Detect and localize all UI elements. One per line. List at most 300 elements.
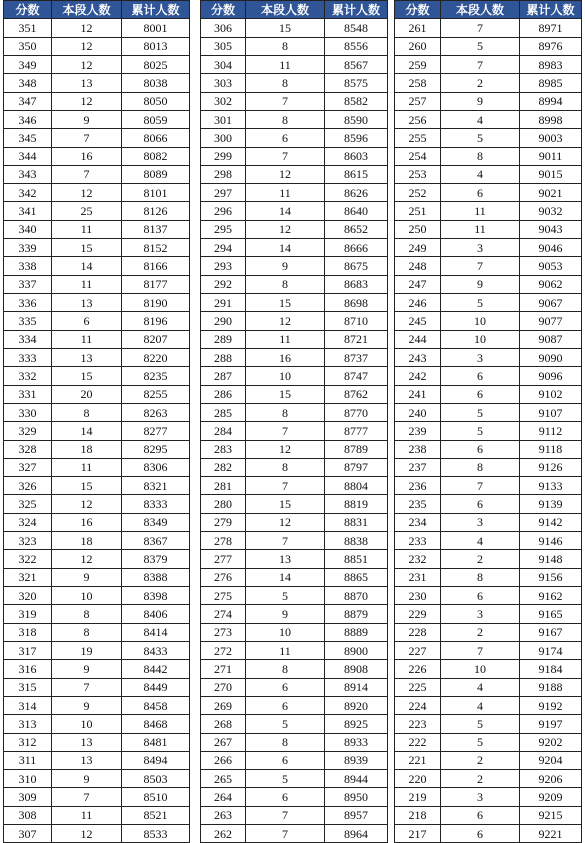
cumulative-count-cell: 8050 bbox=[122, 92, 190, 110]
table-row bbox=[395, 348, 582, 366]
cumulative-count-cell: 9188 bbox=[520, 678, 582, 696]
table-row bbox=[4, 641, 190, 659]
score-cell: 300 bbox=[201, 129, 246, 147]
table-row bbox=[395, 312, 582, 330]
segment-count-cell: 12 bbox=[52, 55, 122, 73]
cumulative-count-cell: 9202 bbox=[520, 733, 582, 751]
score-cell: 337 bbox=[4, 275, 52, 293]
segment-count-cell: 19 bbox=[52, 641, 122, 659]
header-score: 分数 bbox=[4, 1, 52, 19]
cumulative-count-cell: 9046 bbox=[520, 239, 582, 257]
segment-count-cell: 13 bbox=[52, 74, 122, 92]
table-row bbox=[395, 513, 582, 531]
cumulative-count-cell: 8089 bbox=[122, 165, 190, 183]
header-segment-count: 本段人数 bbox=[52, 1, 122, 19]
score-cell: 225 bbox=[395, 678, 441, 696]
score-cell: 235 bbox=[395, 495, 441, 513]
score-cell: 231 bbox=[395, 568, 441, 586]
segment-count-cell: 7 bbox=[52, 678, 122, 696]
score-cell: 351 bbox=[4, 19, 52, 37]
segment-count-cell: 8 bbox=[52, 403, 122, 421]
cumulative-count-cell: 8983 bbox=[520, 55, 582, 73]
score-cell: 287 bbox=[201, 367, 246, 385]
score-cell: 274 bbox=[201, 605, 246, 623]
segment-count-cell: 5 bbox=[441, 715, 520, 733]
segment-count-cell: 15 bbox=[52, 239, 122, 257]
cumulative-count-cell: 8710 bbox=[325, 312, 388, 330]
cumulative-count-cell: 8933 bbox=[325, 733, 388, 751]
table-row bbox=[4, 348, 190, 366]
score-cell: 314 bbox=[4, 696, 52, 714]
cumulative-count-cell: 9209 bbox=[520, 788, 582, 806]
cumulative-count-cell: 8263 bbox=[122, 403, 190, 421]
score-cell: 245 bbox=[395, 312, 441, 330]
segment-count-cell: 16 bbox=[52, 513, 122, 531]
segment-count-cell: 16 bbox=[246, 348, 325, 366]
cumulative-count-cell: 9021 bbox=[520, 184, 582, 202]
table-row bbox=[395, 165, 582, 183]
segment-count-cell: 9 bbox=[52, 660, 122, 678]
score-cell: 279 bbox=[201, 513, 246, 531]
cumulative-count-cell: 8220 bbox=[122, 348, 190, 366]
table-row bbox=[4, 678, 190, 696]
header-row bbox=[4, 1, 190, 19]
segment-count-cell: 10 bbox=[441, 312, 520, 330]
segment-count-cell: 6 bbox=[52, 312, 122, 330]
cumulative-count-cell: 8567 bbox=[325, 55, 388, 73]
segment-count-cell: 8 bbox=[246, 110, 325, 128]
segment-count-cell: 9 bbox=[441, 92, 520, 110]
cumulative-count-cell: 8152 bbox=[122, 239, 190, 257]
cumulative-count-cell: 8321 bbox=[122, 477, 190, 495]
segment-count-cell: 9 bbox=[52, 568, 122, 586]
segment-count-cell: 15 bbox=[246, 19, 325, 37]
score-cell: 294 bbox=[201, 239, 246, 257]
segment-count-cell: 4 bbox=[441, 532, 520, 550]
cumulative-count-cell: 8333 bbox=[122, 495, 190, 513]
score-cell: 284 bbox=[201, 422, 246, 440]
segment-count-cell: 25 bbox=[52, 202, 122, 220]
score-cell: 326 bbox=[4, 477, 52, 495]
cumulative-count-cell: 9096 bbox=[520, 367, 582, 385]
table-row bbox=[201, 348, 388, 366]
cumulative-count-cell: 8277 bbox=[122, 422, 190, 440]
score-cell: 299 bbox=[201, 147, 246, 165]
cumulative-count-cell: 9197 bbox=[520, 715, 582, 733]
table-row bbox=[201, 751, 388, 769]
cumulative-count-cell: 8503 bbox=[122, 770, 190, 788]
score-cell: 295 bbox=[201, 220, 246, 238]
cumulative-count-cell: 8101 bbox=[122, 184, 190, 202]
score-cell: 346 bbox=[4, 110, 52, 128]
cumulative-count-cell: 9087 bbox=[520, 330, 582, 348]
cumulative-count-cell: 8985 bbox=[520, 74, 582, 92]
cumulative-count-cell: 8367 bbox=[122, 532, 190, 550]
score-cell: 265 bbox=[201, 770, 246, 788]
score-cell: 348 bbox=[4, 74, 52, 92]
cumulative-count-cell: 8789 bbox=[325, 440, 388, 458]
table-row bbox=[395, 422, 582, 440]
score-cell: 342 bbox=[4, 184, 52, 202]
table-row bbox=[395, 806, 582, 824]
segment-count-cell: 5 bbox=[441, 294, 520, 312]
table-row bbox=[4, 532, 190, 550]
cumulative-count-cell: 8590 bbox=[325, 110, 388, 128]
cumulative-count-cell: 8908 bbox=[325, 660, 388, 678]
header-cumulative-count: 累计人数 bbox=[325, 1, 388, 19]
score-cell: 328 bbox=[4, 440, 52, 458]
segment-count-cell: 6 bbox=[246, 751, 325, 769]
segment-count-cell: 14 bbox=[246, 202, 325, 220]
cumulative-count-cell: 8770 bbox=[325, 403, 388, 421]
score-cell: 224 bbox=[395, 696, 441, 714]
table-row bbox=[201, 385, 388, 403]
table-row bbox=[201, 294, 388, 312]
score-cell: 254 bbox=[395, 147, 441, 165]
segment-count-cell: 11 bbox=[52, 330, 122, 348]
segment-count-cell: 12 bbox=[52, 825, 122, 843]
cumulative-count-cell: 9162 bbox=[520, 587, 582, 605]
score-cell: 308 bbox=[4, 806, 52, 824]
segment-count-cell: 13 bbox=[52, 294, 122, 312]
table-row bbox=[201, 403, 388, 421]
segment-count-cell: 18 bbox=[52, 440, 122, 458]
table-row bbox=[395, 367, 582, 385]
cumulative-count-cell: 8177 bbox=[122, 275, 190, 293]
cumulative-count-cell: 8914 bbox=[325, 678, 388, 696]
cumulative-count-cell: 9204 bbox=[520, 751, 582, 769]
score-cell: 333 bbox=[4, 348, 52, 366]
score-cell: 307 bbox=[4, 825, 52, 843]
segment-count-cell: 13 bbox=[52, 733, 122, 751]
header-cumulative-count: 累计人数 bbox=[122, 1, 190, 19]
cumulative-count-cell: 8414 bbox=[122, 623, 190, 641]
segment-count-cell: 6 bbox=[441, 587, 520, 605]
score-cell: 269 bbox=[201, 696, 246, 714]
score-cell: 285 bbox=[201, 403, 246, 421]
table-row bbox=[201, 788, 388, 806]
score-cell: 236 bbox=[395, 477, 441, 495]
table-row bbox=[201, 129, 388, 147]
table-row bbox=[395, 605, 582, 623]
table-row bbox=[201, 275, 388, 293]
cumulative-count-cell: 8797 bbox=[325, 458, 388, 476]
table-row bbox=[201, 147, 388, 165]
table-row bbox=[395, 330, 582, 348]
cumulative-count-cell: 8458 bbox=[122, 696, 190, 714]
score-cell: 260 bbox=[395, 37, 441, 55]
score-cell: 291 bbox=[201, 294, 246, 312]
segment-count-cell: 8 bbox=[441, 568, 520, 586]
segment-count-cell: 4 bbox=[441, 110, 520, 128]
segment-count-cell: 11 bbox=[52, 806, 122, 824]
table-row bbox=[395, 129, 582, 147]
segment-count-cell: 3 bbox=[441, 788, 520, 806]
segment-count-cell: 11 bbox=[52, 275, 122, 293]
table-row bbox=[201, 37, 388, 55]
table-row bbox=[4, 825, 190, 843]
score-cell: 306 bbox=[201, 19, 246, 37]
score-cell: 218 bbox=[395, 806, 441, 824]
score-table-2 bbox=[200, 0, 388, 843]
table-row bbox=[4, 751, 190, 769]
cumulative-count-cell: 8971 bbox=[520, 19, 582, 37]
cumulative-count-cell: 8939 bbox=[325, 751, 388, 769]
cumulative-count-cell: 8879 bbox=[325, 605, 388, 623]
table-row bbox=[4, 110, 190, 128]
segment-count-cell: 12 bbox=[52, 37, 122, 55]
cumulative-count-cell: 9192 bbox=[520, 696, 582, 714]
cumulative-count-cell: 8920 bbox=[325, 696, 388, 714]
segment-count-cell: 7 bbox=[246, 422, 325, 440]
table-row bbox=[201, 74, 388, 92]
table-row bbox=[201, 550, 388, 568]
table-row bbox=[395, 257, 582, 275]
table-row bbox=[201, 19, 388, 37]
table-row bbox=[395, 568, 582, 586]
table-row bbox=[395, 532, 582, 550]
cumulative-count-cell: 8126 bbox=[122, 202, 190, 220]
table-row bbox=[201, 477, 388, 495]
score-cell: 296 bbox=[201, 202, 246, 220]
table-row bbox=[201, 587, 388, 605]
score-cell: 339 bbox=[4, 239, 52, 257]
table-body bbox=[395, 19, 582, 843]
score-cell: 223 bbox=[395, 715, 441, 733]
header-score: 分数 bbox=[395, 1, 441, 19]
table-row bbox=[4, 275, 190, 293]
table-row bbox=[201, 312, 388, 330]
score-cell: 349 bbox=[4, 55, 52, 73]
table-row bbox=[201, 202, 388, 220]
segment-count-cell: 6 bbox=[441, 385, 520, 403]
segment-count-cell: 7 bbox=[441, 641, 520, 659]
segment-count-cell: 5 bbox=[246, 587, 325, 605]
segment-count-cell: 11 bbox=[246, 641, 325, 659]
table-row bbox=[4, 147, 190, 165]
table-row bbox=[4, 74, 190, 92]
score-cell: 234 bbox=[395, 513, 441, 531]
segment-count-cell: 7 bbox=[52, 788, 122, 806]
cumulative-count-cell: 8950 bbox=[325, 788, 388, 806]
score-cell: 329 bbox=[4, 422, 52, 440]
cumulative-count-cell: 8626 bbox=[325, 184, 388, 202]
table-row bbox=[4, 202, 190, 220]
cumulative-count-cell: 9146 bbox=[520, 532, 582, 550]
score-cell: 268 bbox=[201, 715, 246, 733]
table-row bbox=[4, 403, 190, 421]
segment-count-cell: 5 bbox=[441, 733, 520, 751]
segment-count-cell: 11 bbox=[246, 184, 325, 202]
cumulative-count-cell: 8575 bbox=[325, 74, 388, 92]
segment-count-cell: 8 bbox=[52, 605, 122, 623]
score-cell: 270 bbox=[201, 678, 246, 696]
table-row bbox=[201, 55, 388, 73]
cumulative-count-cell: 8468 bbox=[122, 715, 190, 733]
score-cell: 344 bbox=[4, 147, 52, 165]
table-row bbox=[201, 513, 388, 531]
table-row bbox=[4, 788, 190, 806]
table-row bbox=[395, 74, 582, 92]
score-cell: 322 bbox=[4, 550, 52, 568]
score-cell: 255 bbox=[395, 129, 441, 147]
segment-count-cell: 12 bbox=[246, 440, 325, 458]
segment-count-cell: 5 bbox=[246, 715, 325, 733]
score-cell: 286 bbox=[201, 385, 246, 403]
score-cell: 283 bbox=[201, 440, 246, 458]
cumulative-count-cell: 9062 bbox=[520, 275, 582, 293]
table-row bbox=[201, 733, 388, 751]
segment-count-cell: 7 bbox=[246, 477, 325, 495]
score-cell: 253 bbox=[395, 165, 441, 183]
table-row bbox=[4, 513, 190, 531]
table-row bbox=[4, 477, 190, 495]
table-row bbox=[201, 92, 388, 110]
segment-count-cell: 5 bbox=[441, 422, 520, 440]
segment-count-cell: 12 bbox=[52, 495, 122, 513]
segment-count-cell: 18 bbox=[52, 532, 122, 550]
segment-count-cell: 7 bbox=[441, 257, 520, 275]
cumulative-count-cell: 8582 bbox=[325, 92, 388, 110]
segment-count-cell: 2 bbox=[441, 74, 520, 92]
score-cell: 313 bbox=[4, 715, 52, 733]
segment-count-cell: 10 bbox=[52, 715, 122, 733]
score-cell: 350 bbox=[4, 37, 52, 55]
score-cell: 290 bbox=[201, 312, 246, 330]
table-row bbox=[4, 733, 190, 751]
segment-count-cell: 9 bbox=[52, 770, 122, 788]
cumulative-count-cell: 8870 bbox=[325, 587, 388, 605]
segment-count-cell: 6 bbox=[246, 129, 325, 147]
cumulative-count-cell: 9133 bbox=[520, 477, 582, 495]
table-row bbox=[4, 422, 190, 440]
score-cell: 292 bbox=[201, 275, 246, 293]
segment-count-cell: 9 bbox=[441, 275, 520, 293]
segment-count-cell: 6 bbox=[441, 184, 520, 202]
cumulative-count-cell: 8698 bbox=[325, 294, 388, 312]
score-cell: 321 bbox=[4, 568, 52, 586]
cumulative-count-cell: 8494 bbox=[122, 751, 190, 769]
score-cell: 243 bbox=[395, 348, 441, 366]
table-row bbox=[395, 147, 582, 165]
cumulative-count-cell: 8865 bbox=[325, 568, 388, 586]
segment-count-cell: 12 bbox=[52, 550, 122, 568]
table-row bbox=[395, 55, 582, 73]
cumulative-count-cell: 8944 bbox=[325, 770, 388, 788]
segment-count-cell: 8 bbox=[441, 458, 520, 476]
cumulative-count-cell: 8652 bbox=[325, 220, 388, 238]
table-row bbox=[201, 568, 388, 586]
cumulative-count-cell: 8762 bbox=[325, 385, 388, 403]
cumulative-count-cell: 8166 bbox=[122, 257, 190, 275]
table-row bbox=[201, 257, 388, 275]
table-row bbox=[4, 367, 190, 385]
cumulative-count-cell: 8306 bbox=[122, 458, 190, 476]
cumulative-count-cell: 8481 bbox=[122, 733, 190, 751]
cumulative-count-cell: 8683 bbox=[325, 275, 388, 293]
cumulative-count-cell: 8406 bbox=[122, 605, 190, 623]
cumulative-count-cell: 9165 bbox=[520, 605, 582, 623]
cumulative-count-cell: 8737 bbox=[325, 348, 388, 366]
table-row bbox=[395, 220, 582, 238]
table-row bbox=[201, 532, 388, 550]
cumulative-count-cell: 9003 bbox=[520, 129, 582, 147]
segment-count-cell: 8 bbox=[52, 623, 122, 641]
table-row bbox=[201, 184, 388, 202]
cumulative-count-cell: 9118 bbox=[520, 440, 582, 458]
score-cell: 237 bbox=[395, 458, 441, 476]
segment-count-cell: 12 bbox=[246, 312, 325, 330]
segment-count-cell: 7 bbox=[52, 165, 122, 183]
segment-count-cell: 10 bbox=[246, 623, 325, 641]
table-row bbox=[4, 660, 190, 678]
table-row bbox=[395, 587, 582, 605]
segment-count-cell: 7 bbox=[246, 147, 325, 165]
score-cell: 273 bbox=[201, 623, 246, 641]
cumulative-count-cell: 9174 bbox=[520, 641, 582, 659]
cumulative-count-cell: 9077 bbox=[520, 312, 582, 330]
cumulative-count-cell: 9148 bbox=[520, 550, 582, 568]
segment-count-cell: 2 bbox=[441, 550, 520, 568]
cumulative-count-cell: 9053 bbox=[520, 257, 582, 275]
table-row bbox=[201, 715, 388, 733]
table-row bbox=[395, 110, 582, 128]
segment-count-cell: 12 bbox=[52, 19, 122, 37]
cumulative-count-cell: 8521 bbox=[122, 806, 190, 824]
score-cell: 315 bbox=[4, 678, 52, 696]
score-cell: 309 bbox=[4, 788, 52, 806]
score-cell: 222 bbox=[395, 733, 441, 751]
header-row bbox=[201, 1, 388, 19]
cumulative-count-cell: 8066 bbox=[122, 129, 190, 147]
segment-count-cell: 15 bbox=[246, 385, 325, 403]
segment-count-cell: 5 bbox=[441, 37, 520, 55]
segment-count-cell: 13 bbox=[52, 348, 122, 366]
table-row bbox=[395, 550, 582, 568]
cumulative-count-cell: 8804 bbox=[325, 477, 388, 495]
segment-count-cell: 10 bbox=[52, 587, 122, 605]
cumulative-count-cell: 8190 bbox=[122, 294, 190, 312]
score-cell: 304 bbox=[201, 55, 246, 73]
table-row bbox=[4, 129, 190, 147]
segment-count-cell: 5 bbox=[441, 403, 520, 421]
segment-count-cell: 8 bbox=[246, 733, 325, 751]
segment-count-cell: 7 bbox=[246, 806, 325, 824]
cumulative-count-cell: 9032 bbox=[520, 202, 582, 220]
segment-count-cell: 10 bbox=[441, 660, 520, 678]
table-row bbox=[201, 605, 388, 623]
cumulative-count-cell: 8994 bbox=[520, 92, 582, 110]
score-cell: 219 bbox=[395, 788, 441, 806]
table-row bbox=[4, 184, 190, 202]
score-cell: 289 bbox=[201, 330, 246, 348]
cumulative-count-cell: 8235 bbox=[122, 367, 190, 385]
score-cell: 248 bbox=[395, 257, 441, 275]
cumulative-count-cell: 9221 bbox=[520, 825, 582, 843]
cumulative-count-cell: 9090 bbox=[520, 348, 582, 366]
cumulative-count-cell: 8196 bbox=[122, 312, 190, 330]
segment-count-cell: 4 bbox=[441, 678, 520, 696]
cumulative-count-cell: 8001 bbox=[122, 19, 190, 37]
score-cell: 242 bbox=[395, 367, 441, 385]
table-row bbox=[4, 458, 190, 476]
segment-count-cell: 14 bbox=[52, 257, 122, 275]
segment-count-cell: 9 bbox=[52, 110, 122, 128]
cumulative-count-cell: 9167 bbox=[520, 623, 582, 641]
table-row bbox=[4, 257, 190, 275]
cumulative-count-cell: 8925 bbox=[325, 715, 388, 733]
segment-count-cell: 11 bbox=[52, 458, 122, 476]
